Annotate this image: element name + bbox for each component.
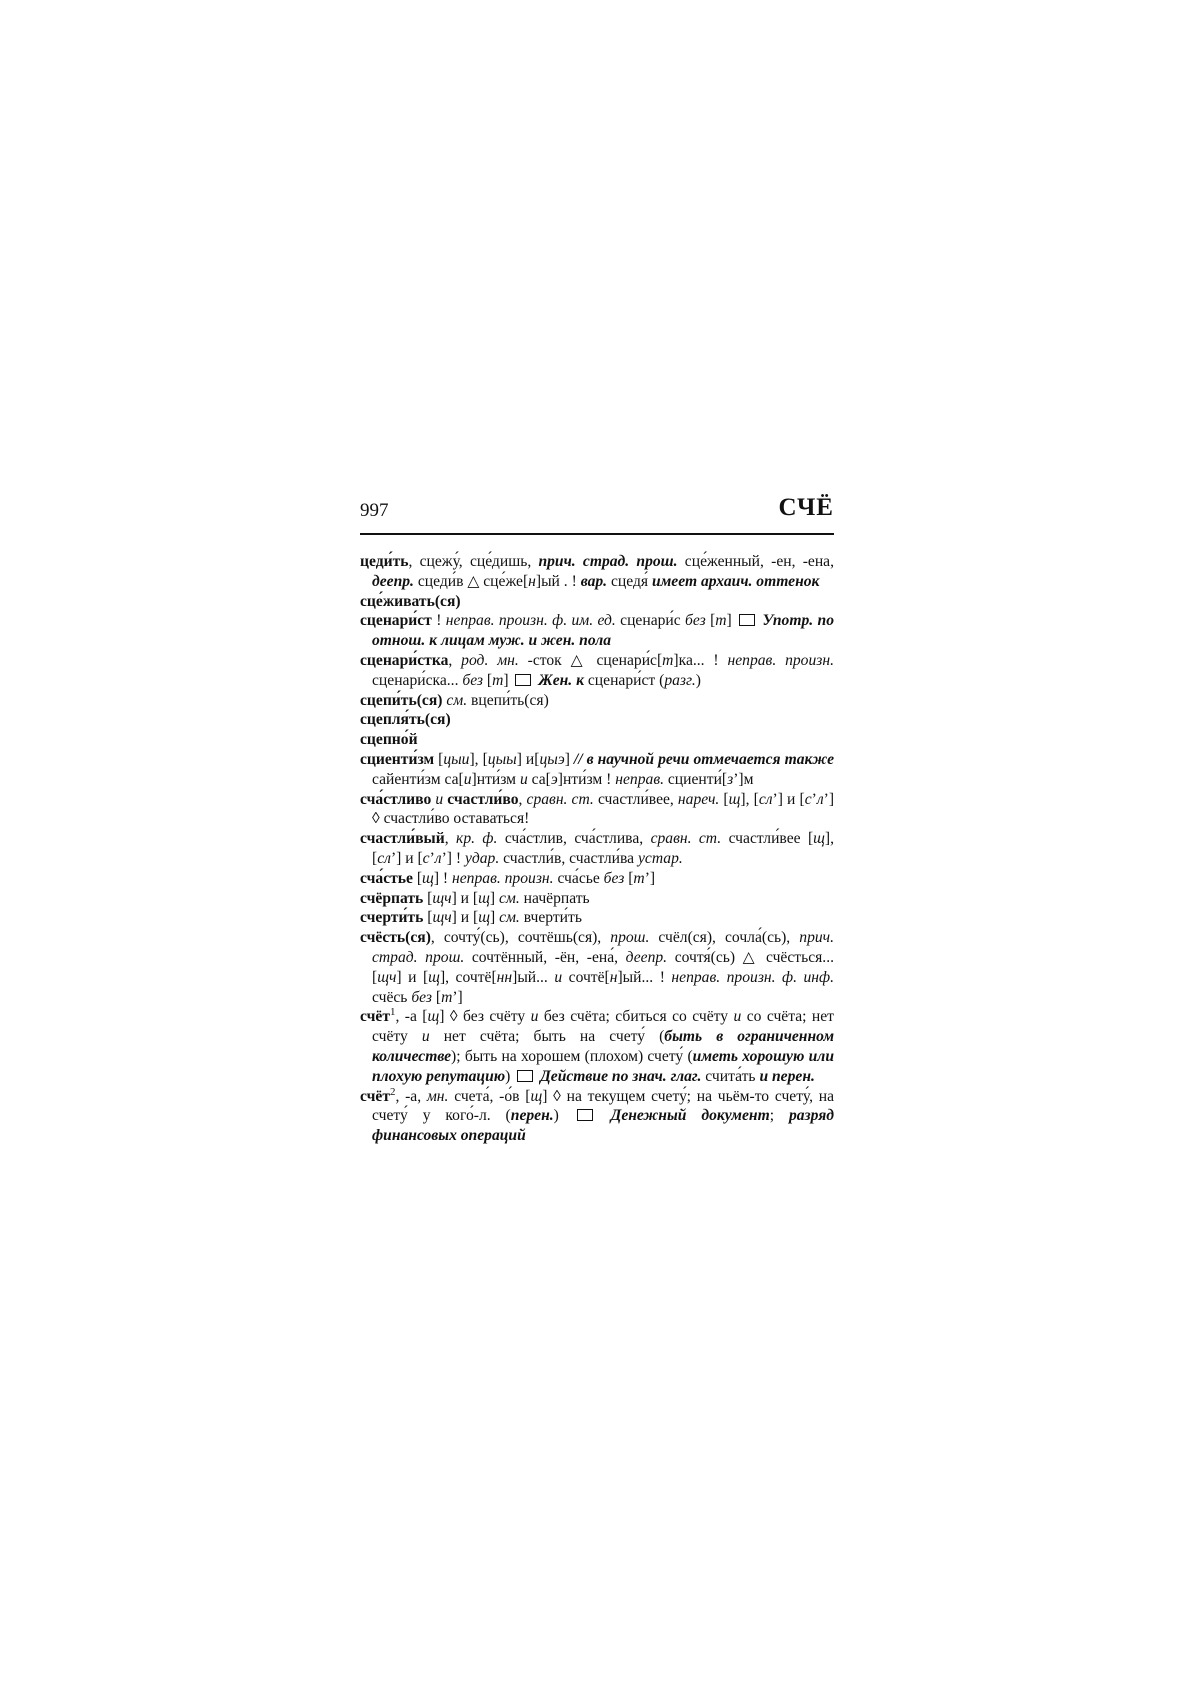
- grammar-note: и: [733, 1008, 742, 1026]
- grammar-note: неправ. произн.: [452, 869, 554, 887]
- entry-text: ʼ]: [644, 869, 656, 887]
- entry-text: ]: [564, 750, 574, 768]
- grammar-note: иметь хорошую или плохую репутацию: [372, 1047, 834, 1085]
- grammar-note: т: [662, 651, 674, 669]
- entry-text: ʼ]м: [733, 770, 754, 788]
- entry-text: сча́сье: [553, 869, 604, 887]
- grammar-note: н: [609, 968, 618, 986]
- dictionary-entry: [360, 1087, 834, 1146]
- grammar-note: и: [530, 1008, 539, 1026]
- dictionary-entry: [360, 750, 834, 790]
- entry-text: счита́ть: [701, 1067, 760, 1085]
- dictionary-entry: [360, 611, 834, 651]
- entry-text: [596, 1107, 611, 1124]
- grammar-note: кр. ф.: [456, 830, 498, 848]
- grammar-note: разряд финансовых операций: [372, 1107, 834, 1145]
- grammar-note: т: [715, 612, 727, 630]
- grammar-note: щ: [428, 968, 440, 986]
- page-header: [360, 494, 834, 534]
- page-number: 997: [360, 500, 389, 521]
- grammar-note: прош.: [610, 929, 650, 947]
- entry-text: ] ◊ без счёту: [439, 1008, 531, 1026]
- entry-text: , -а,: [395, 1087, 427, 1105]
- grammar-note: сл: [377, 849, 391, 867]
- dictionary-entry: [360, 908, 834, 928]
- grammar-note: нареч.: [677, 790, 720, 808]
- grammar-note: щч: [432, 909, 452, 927]
- grammar-note: и перен.: [759, 1067, 815, 1085]
- dictionary-entry: [360, 829, 834, 869]
- definition-box-icon: [739, 614, 755, 626]
- grammar-note: щ: [813, 830, 825, 848]
- definition-box-icon: [517, 1070, 533, 1082]
- grammar-note: Денежный документ: [610, 1107, 770, 1125]
- entry-text: сча́стлив, сча́стлива,: [497, 830, 651, 848]
- headword: сцепля́ть(ся): [360, 711, 451, 729]
- headword: сцепи́ть(ся): [360, 691, 443, 709]
- entry-text: ]ый... !: [617, 968, 672, 986]
- grammar-note: цыы: [487, 750, 517, 768]
- entry-text: са[: [527, 770, 551, 788]
- grammar-note: щч: [432, 889, 452, 907]
- grammar-note: без: [685, 612, 706, 630]
- entry-text: счёсь: [372, 988, 412, 1006]
- headword: сце́живать(ся): [360, 592, 461, 610]
- entry-text: ] !: [433, 869, 453, 887]
- entry-text: ], [: [740, 790, 759, 808]
- definition-box-icon: [515, 674, 531, 686]
- entry-text: ]: [489, 909, 500, 927]
- grammar-note: Употр. по отнош. к лицам муж. и жен. пола: [372, 612, 835, 650]
- entry-text: сценари́ска...: [372, 671, 463, 689]
- entry-text: [: [431, 988, 442, 1006]
- grammar-note: т: [441, 988, 453, 1006]
- grammar-note: неправ. произн. ф. им. ед.: [445, 612, 616, 630]
- grammar-note: имеет архаич. оттенок: [651, 572, 820, 590]
- entry-text: ): [553, 1107, 574, 1125]
- dictionary-entry: [360, 730, 834, 750]
- entry-text: счёл(ся), сочла́(сь),: [649, 929, 800, 947]
- entry-text: !: [431, 612, 446, 630]
- grammar-note: Жен. к: [538, 671, 584, 689]
- entry-text: сочтя́(сь) △ счёсться... [: [372, 948, 834, 986]
- entry-text: [: [412, 869, 423, 887]
- grammar-note: щ: [530, 1087, 543, 1105]
- entry-text: сочтё[: [562, 968, 610, 986]
- grammar-note: прич. страд. прош.: [372, 929, 834, 966]
- grammar-note: щ: [728, 790, 741, 808]
- entry-text: ): [505, 1067, 515, 1085]
- grammar-note: э: [550, 770, 558, 788]
- entry-text: ,: [518, 790, 527, 808]
- headword: сча́стливо: [360, 790, 432, 808]
- entry-text: вчерти́ть: [519, 909, 582, 927]
- grammar-note: и: [463, 770, 472, 788]
- entry-text: счастли́в, счастли́ва: [499, 849, 638, 867]
- entry-text: [: [434, 750, 444, 768]
- grammar-note: см.: [499, 889, 520, 907]
- dictionary-entries: [360, 552, 834, 1146]
- entry-text: ], [: [372, 830, 835, 867]
- grammar-note: с: [422, 849, 430, 867]
- grammar-note: и: [554, 968, 563, 986]
- entry-text: ʼ] и [: [390, 849, 423, 867]
- entry-text: [: [483, 671, 493, 689]
- entry-text: , сочту́(сь), сочтёшь(ся),: [430, 929, 611, 947]
- entry-text: ] и [: [396, 968, 429, 986]
- grammar-note: сравн. ст.: [650, 830, 722, 848]
- headword: счёт: [360, 1008, 390, 1026]
- grammar-note: без: [462, 671, 484, 689]
- entry-text: ]нти́зм !: [557, 770, 616, 788]
- headword: цеди́ть: [360, 553, 409, 570]
- entry-text: [: [423, 909, 433, 927]
- entry-text: -сток △ сценари́с[: [518, 651, 663, 669]
- grammar-note: неправ. произн. ф. инф.: [671, 968, 835, 986]
- entry-text: [: [705, 612, 716, 630]
- grammar-note: и: [435, 790, 444, 808]
- grammar-note: род. мн.: [461, 651, 519, 669]
- entry-text: ]: [503, 671, 513, 689]
- entry-text: ] и[: [516, 750, 540, 768]
- entry-text: ], сочтё[: [439, 968, 497, 986]
- entry-text: ʼ] и [: [772, 790, 805, 808]
- entry-text: ]: [726, 612, 737, 630]
- entry-text: нет счёта; быть на счету́ (: [429, 1028, 665, 1046]
- entry-text: сценари́ст (: [583, 671, 665, 689]
- entry-text: ʼ: [811, 790, 817, 808]
- entry-text: ]ый . !: [535, 572, 581, 590]
- entry-text: сциенти́[: [663, 770, 728, 788]
- entry-text: счета́, -о́в [: [448, 1087, 531, 1105]
- grammar-note: щ: [478, 889, 490, 907]
- entry-text: ] и [: [451, 909, 479, 927]
- entry-text: без счёта; сбиться со счёту: [538, 1008, 734, 1026]
- grammar-note: перен.: [510, 1107, 554, 1125]
- dictionary-entry: [360, 592, 834, 612]
- headword: сценари́стка: [360, 651, 449, 669]
- entry-text: [: [624, 869, 634, 887]
- grammar-note: цыи: [443, 750, 470, 768]
- dictionary-entry: [360, 889, 834, 909]
- grammar-note: см.: [499, 909, 520, 927]
- headword: счёсть(ся): [360, 929, 431, 947]
- grammar-note: сравн. ст.: [526, 790, 594, 808]
- grammar-note: з: [727, 770, 734, 788]
- entry-text: ] ◊ на текущем счету́; на чьём-то счету́, на счету́ у кого́-л. (: [372, 1087, 834, 1125]
- grammar-note: // в научной речи отмечается также: [573, 750, 834, 768]
- grammar-note: л: [816, 790, 824, 808]
- entry-text: счастли́вее [: [721, 830, 814, 848]
- homonym-index: 2: [389, 1085, 396, 1098]
- entry-text: ;: [769, 1107, 789, 1125]
- entry-text: сценари́с: [615, 612, 686, 630]
- entry-text: ʼ] ◊ счастли́во оставаться!: [372, 790, 835, 828]
- grammar-note: нн: [496, 968, 513, 986]
- headword: сциенти́зм: [360, 750, 435, 768]
- grammar-note: н: [528, 572, 536, 590]
- grammar-note: см.: [446, 691, 468, 709]
- entry-text: [: [423, 889, 433, 907]
- entry-text: сочтённый, -ён, -ена́,: [464, 948, 626, 966]
- grammar-note: деепр.: [372, 572, 414, 590]
- header-rule: [360, 533, 834, 535]
- headword: счёт: [360, 1087, 390, 1105]
- grammar-note: деепр.: [625, 948, 668, 966]
- grammar-note: л: [434, 849, 442, 867]
- entry-text: со счёта; нет счёту: [372, 1008, 834, 1046]
- entry-text: , сцежу́, сце́дишь,: [408, 553, 539, 570]
- entry-text: ,: [444, 830, 457, 848]
- entry-text: ] и [: [451, 889, 479, 907]
- entry-text: счастли́вее,: [593, 790, 678, 808]
- grammar-note: прич. страд. прош.: [538, 553, 678, 570]
- entry-text: сайенти́зм са[: [372, 770, 464, 788]
- homonym-index: 1: [389, 1006, 396, 1019]
- grammar-note: быть в ограниченном количестве: [372, 1028, 835, 1065]
- entry-text: ); быть на хорошем (плохом) счету́ (: [451, 1047, 693, 1065]
- headword: счерти́ть: [360, 909, 424, 927]
- entry-text: ]: [489, 889, 499, 907]
- entry-text: начёрпать: [519, 889, 590, 907]
- definition-box-icon: [577, 1109, 593, 1121]
- headword: счастли́во: [447, 790, 519, 808]
- grammar-note: разг.: [664, 671, 696, 689]
- entry-text: сцедя́: [607, 572, 652, 590]
- dictionary-entry: [360, 710, 834, 730]
- grammar-note: т: [492, 671, 504, 689]
- grammar-note: и: [519, 770, 528, 788]
- entry-text: ʼ]: [452, 988, 463, 1006]
- grammar-note: неправ. произн.: [727, 651, 834, 669]
- grammar-note: т: [633, 869, 645, 887]
- entry-text: ]нти́зм: [471, 770, 520, 788]
- entry-text: ʼ: [429, 849, 435, 867]
- dictionary-entry: [360, 552, 834, 592]
- dictionary-entry: [360, 1007, 834, 1086]
- entry-text: ], [: [469, 750, 488, 768]
- entry-text: ): [695, 671, 701, 689]
- dictionary-entry: [360, 928, 834, 1007]
- entry-text: вцепи́ть(ся): [467, 691, 549, 709]
- grammar-note: цыэ: [539, 750, 565, 768]
- entry-text: сце́женный, -ен, -ена,: [677, 553, 834, 570]
- headword: сча́стье: [360, 869, 413, 887]
- grammar-note: щ: [422, 869, 434, 887]
- running-head: СЧЁ: [778, 494, 834, 521]
- headword: счастли́вый: [360, 830, 445, 848]
- grammar-note: вар.: [580, 572, 608, 590]
- headword: сценари́ст: [360, 612, 432, 630]
- grammar-note: без: [603, 869, 625, 887]
- grammar-note: и: [421, 1028, 430, 1046]
- entry-text: ]ый...: [512, 968, 555, 986]
- entry-text: , -а [: [395, 1008, 428, 1026]
- dictionary-entry: [360, 651, 834, 691]
- grammar-note: с: [804, 790, 812, 808]
- entry-text: ,: [448, 651, 462, 669]
- grammar-note: устар.: [638, 849, 683, 867]
- dictionary-entry: [360, 691, 834, 711]
- grammar-note: неправ.: [615, 770, 664, 788]
- headword: счёрпать: [360, 889, 424, 907]
- grammar-note: без: [411, 988, 432, 1006]
- dictionary-entry: [360, 869, 834, 889]
- entry-text: сцеди́в △ сце́же[: [413, 572, 529, 590]
- dictionary-entry: [360, 790, 834, 830]
- entry-text: ]ка... !: [673, 651, 728, 669]
- headword: сцепно́й: [360, 731, 418, 749]
- grammar-note: сл: [758, 790, 773, 808]
- grammar-note: щ: [427, 1008, 440, 1026]
- grammar-note: удар.: [465, 849, 500, 867]
- grammar-note: мн.: [426, 1087, 449, 1105]
- entry-text: ʼ] !: [441, 849, 465, 867]
- entry-text: [: [719, 790, 729, 808]
- grammar-note: Действие по знач. глаг.: [540, 1067, 702, 1085]
- grammar-note: щ: [478, 909, 490, 927]
- grammar-note: щч: [377, 968, 397, 986]
